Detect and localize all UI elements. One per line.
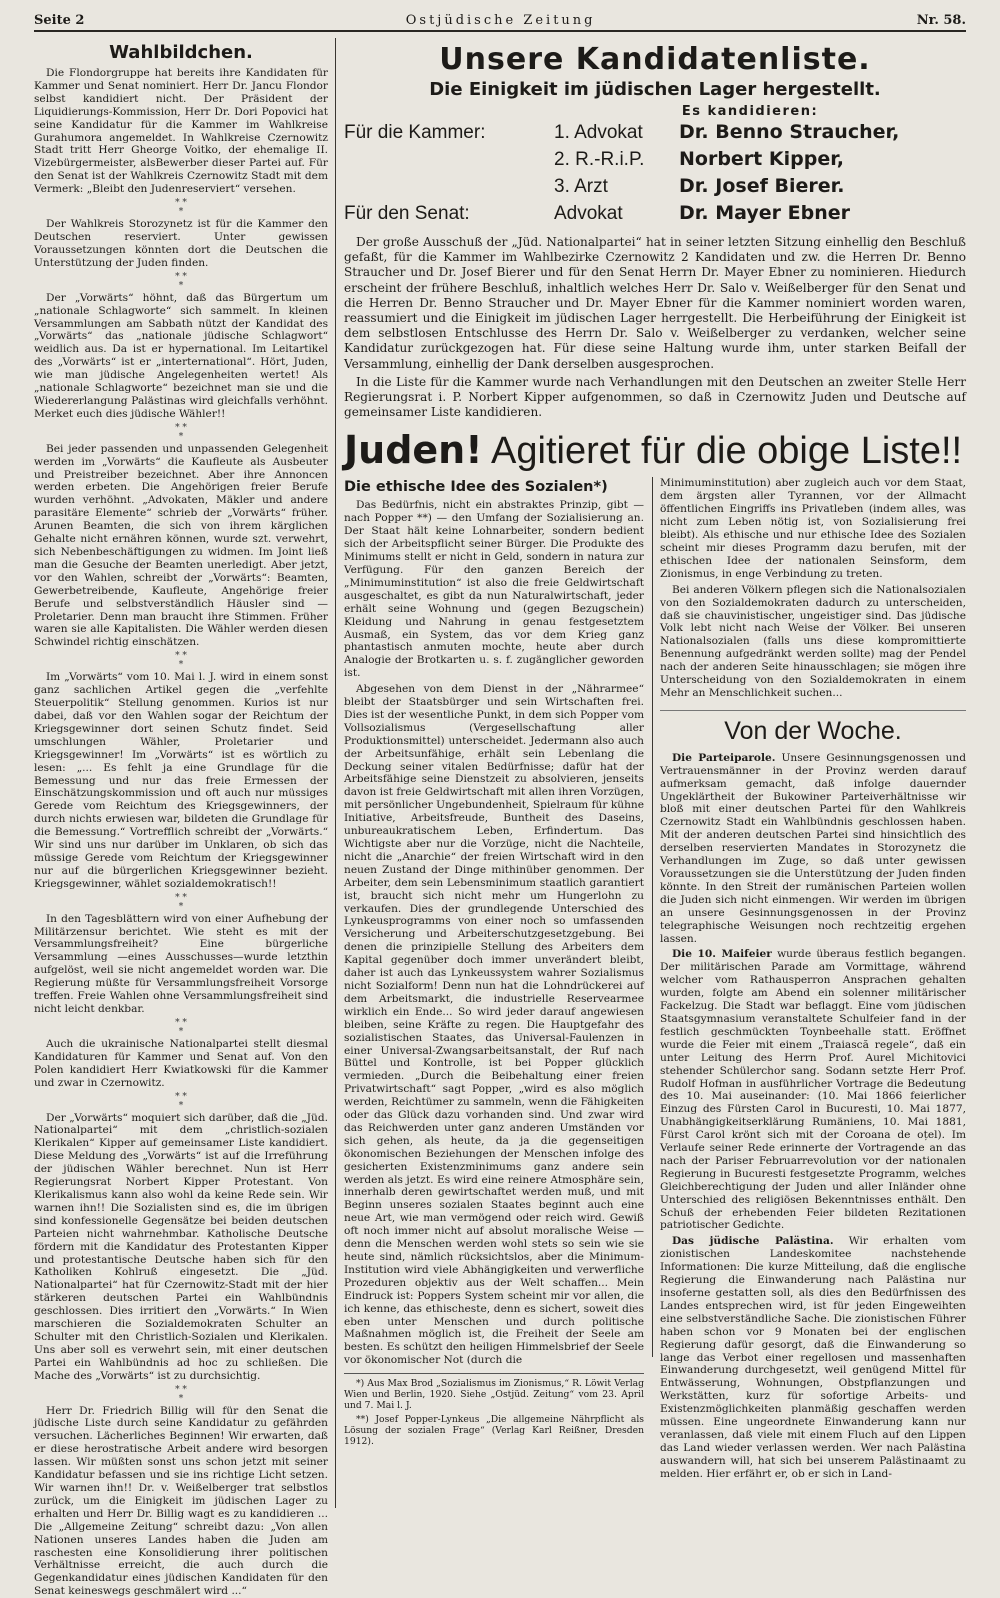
main-column bbox=[344, 38, 966, 1508]
woche-text-3: Wir erhalten vom zionistischen Landeskomitee nachstehende Informationen: Die kurze Mitteilung, daß die englische Regierung die Einwanderung nach Palästina nur insoferne gestatten soll, als dies den Bedürfnissen des Landes entsprechen wird, ist für jeden Eingeweihten eine selbstverständliche Sache. Die zionistischen Führer haben schon vor 9 Monaten bei der englischen Regierung dafür gesorgt, daß die Einwanderung so lange das Verbot einer regellosen und massenhaften Einwanderung durchgesetzt, weil genügend Mittel für Entwässerung, Wohnungen, Obstpflanzungen und Werkstätten, kurz für sofortige Arbeits- und Existenzmöglichkeiten planmäßig geschaffen werden müssen. Eine ungeordnete Einwanderung kann nur veranlassen, daß viele mit einem Fluch auf den Lippen das Land wieder verlassen werden. Wer nach Palästina auswandern will, hat sich bei unserem Palästinaamt zu melden. Hier erfährt er, ob er sich in Land- bbox=[660, 1235, 966, 1480]
kammer-label: Für die Kammer: bbox=[344, 122, 486, 143]
wahl-paragraph-1: Die Flondorgruppe hat bereits ihre Kandidaten für Kammer und Senat nominiert. Herr Dr. Jancu Flondor selbst kandidiert nicht. Der Präsident der Liquidierungs-Kommission, Herr Dr. Dori Popovici hat seine Kandidatur für die Kammer im Wahlkreise Gurahumora angemeldet. In Wahlkreise Czernowitz Stadt tritt Herr Gheorge Voitko, der ehemalige II. Vizebürgermeister, alsBewerber dieser Partei auf. Für den Senat ist der Wahlkreis Czernowitz Stadt mit dem Vermerk: „Bleibt den Judenreserviert“ versehen. bbox=[34, 67, 328, 196]
ethik-column bbox=[344, 477, 644, 1448]
woche-item-palaestina bbox=[660, 1235, 966, 1480]
woche-column bbox=[660, 477, 966, 1480]
page-number: Seite 2 bbox=[34, 13, 85, 28]
wahlbildchen-column bbox=[34, 38, 328, 1598]
separator-stars: * * * bbox=[175, 422, 187, 442]
wahl-paragraph-4: Bei jeder passenden und unpassenden Gelegenheit werden im „Vorwärts“ die Kaufleute als Ausbeuter und Preistreiber bezeichnet. Aber ihre Annoncen werden erbeten. Die Angehörigen freier Berufe wurden verhöhnt. „Advokaten, Mäkler und andere parasitäre Elemente“ schrieb der „Vorwärts“ früher. Arunen Beamten, die sich von ihrem kärglichen Gehalte nicht ernähren können, wurde szt. verwehrt, sich Nebenbeschäftigungen zu widmen. Im Joint ließ man die Gesuche der Beamten unerledigt. Aber jetzt, vor den Wahlen, schreibt der „Vorwärts“: Beamten, Gewerbetreibende, Kaufleute, Angehörige freier Berufe und selbstverständlich Häusler sind — Proletarier. Denn man braucht ihre Stimmen. Früher waren sie alle Kapitalisten. Die Wähler werden diesen Schwindel richtig einschätzen. bbox=[34, 442, 328, 649]
wahl-paragraph-8: Der „Vorwärts“ moquiert sich darüber, daß die „Jüd. Nationalpartei“ mit dem „christlich-sozialen Klerikalen“ Kipper auf gemeinsamer Liste kandidiert. Diese Meldung des „Vorwärts“ ist auf die Irreführung der jüdischen Wähler berechnet. Nun ist Herr Regierungsrat Norbert Kipper Protestant. Von Klerikalismus kann also wohl da keine Rede sein. Wir warnen ihn!! Die Sozialisten sind es, die im übrigen sind konfessionelle Gegensätze bei beiden deutschen Parteien nicht wahrnehmbar. Katholische Deutsche fördern mit die Kandidatur des Protestanten Kipper und protestantische Deutsche haben sich für den Katholiken Kohlruß eingesetzt. Die „Jüd. Nationalpartei“ hat für Czernowitz-Stadt mit der hier stärkeren deutschen Partei ein Wahlbündnis geschlossen. Dies irritiert den „Vorwärts.“ In Wien marschieren die Sozialdemokraten Schulter an Schulter mit den Christlich-Sozialen und Klerikalen. Uns aber soll es verwehrt sein, mit einer deutschen Partei ein Wahlbündnis ad hoc zu schließen. Die Mache des „Vorwärts“ ist zu durchsichtig. bbox=[34, 1111, 328, 1382]
kand-paragraph-1: Der große Ausschuß der „Jüd. Nationalpartei“ hat in seiner letzten Sitzung einhellig den Beschluß gefaßt, für die Kammer im Wahlbezirke Czernowitz 2 Kandidaten und zw. die Herren Dr. Benno Straucher und Dr. Josef Bierer und für den Senat Herrn Dr. Mayer Ebner zu nominieren. Hiedurch erscheint der frühere Beschluß, inhaltlich welches Herr Dr. Salo v. Weißelberger für den Senat und die Herren Dr. Benno Straucher und Dr. Mayer Ebner für die Kammer nominiert worden waren, reassumiert und die Einigkeit im jüdischen Lager herrgestellt. Die Herbeiführung der Einigkeit ist dem selbstlosen Entschlusse des Herrn Dr. Salo v. Weißelberger zu verdanken, welcher seine Kandidatur zurückgezogen hat. Für diese seine Haltung wurde ihm, unter starken Beifall der Versammlung, einhellig der Dank derselben ausgesprochen. bbox=[344, 235, 966, 371]
candidate-row bbox=[344, 146, 966, 173]
candidate-list bbox=[344, 119, 966, 227]
footnote-1: *) Aus Max Brod „Sozialismus im Zionismus,“ R. Löwit Verlag Wien und Berlin, 1920. Siehe „Ostjüd. Zeitung“ vom 23. April und 7. Mai l. J. bbox=[344, 1378, 644, 1412]
agitation-juden: Juden! bbox=[344, 428, 483, 473]
wahl-paragraph-5: Im „Vorwärts“ vom 10. Mai l. J. wird in einem sonst ganz sachlichen Artikel gegen die „verfehlte Steuerpolitik“ Stellung genommen. Kurios ist nur dabei, daß vor den Wahlen sogar der Reichtum der Kriegsgewinner dort seinen Schutz findet. Seid umschlungen Wähler, Proletarier und Kriegsgewinner! Im „Vorwärts“ ist es wörtlich zu lesen: „... Es fehlt ja eine Grundlage für die Bemessung und nur das freie Ermessen der Einschätzungskommission und oft auch nur müssiges Gerede vom Reichtum des Kriegsgewinners, der durch nichts erwiesen war, bildeten die Grundlage für die Bemessung.“ Vortrefflich schreibt der „Vorwärts.“ Wir sind uns nur darüber im Unklaren, ob sich das müssige Gerede vom Reichtum der Kriegsgewinner nur auf die bürgerlichen Kriegsgewinner bezieht. Kriegsgewinner, wählet sozialdemokratisch!! bbox=[34, 671, 328, 890]
candidate-name: Dr. Benno Straucher, bbox=[679, 121, 900, 143]
wahl-paragraph-2: Der Wahlkreis Storozynetz ist für die Kammer den Deutschen reserviert. Unter gewissen Voraussetzungen könnten dort die Deutschen die Unterstützung der Juden finden. bbox=[34, 218, 328, 269]
woche-title: Von der Woche. bbox=[660, 710, 966, 746]
separator-stars: * * * bbox=[175, 198, 187, 218]
ethik-paragraph-2: Abgesehen von dem Dienst in der „Nährarmee“ bleibt der Staatsbürger und sein Wirtschaften frei. Dies ist der wesentliche Punkt, in dem sich Popper vom Vollsozialismus (Vergesellschaftung aller Produktionsmittel) unterscheidet. Jedermann also auch der Arbeitsunfähige, erhält sein Lebenlang die Deckung seiner vitalen Bedürfnisse; dafür hat der Arbeitsfähige seine Dienstzeit zu absolvieren, jenseits davon ist freie Geldwirtschaft mit allen ihren Vorzügen, mit persönlicher Ungebundenheit, Spielraum für kühne Initiative, Arbeitsfreude, Buntheit des Daseins, unbureaukratischem Leben, Erfindertum. Das Wichtigste aber nur die Vorzüge, nicht die Nachteile, nicht die „Anarchie“ der freien Wirtschaft wird in den neuen Zustand der Dinge mithinüber genommen. Der Arbeiter, dem sein Lebensminimum staatlich garantiert ist, braucht sich nicht mehr um Hungerlohn zu verkaufen. Dies der grundlegende Unterschied des Lynkeusprogramms von einer noch so umfassenden Versicherung und Arbeiterschutzgesetzgebung. Bei denen die prinzipielle Stellung des Arbeiters dem Kapital gegenüber doch immer unverändert bleibt, daher ist auch das Lynkeussystem wahrer Sozialismus nicht Sozialform! Denn nun hat die Lohndrückerei auf dem Arbeitsmarkt, die industrielle Reservearmee wirklich ein Ende... So wird jeder darauf angewiesen bleiben, seine Kräfte zu regen. Die Hauptgefahr des sozialistischen Staates, das Universal-Faulenzen in einer Universal-Zwangsarbeitsanstalt, der Ruf nach Büttel und Kontrolle, ist bei Popper glücklich vermieden. „Durch die Beibehaltung einer freien Privatwirtschaft“ sagt Popper, „wird es also möglich werden, Reichtümer zu sammeln, wenn die Fähigkeiten oder das Glück dazu vorhanden sind. Und zwar wird das Reichwerden unter ganz anderen Umständen vor sich gehen, als heute, da ja die gegenseitigen ökonomischen Beziehungen der Menschen infolge des gesicherten Existenzminimums ganz andere sein werden als jetzt. Es wird eine reinere Atmosphäre sein, innerhalb deren gewirtschaftet werden muß, und mit Beginn unseres sozialen Staates beginnt auch eine neue Art, wie man vermögend oder reich wird. Gewiß oft noch immer nicht auf absolut moralische Weise — denn die Menschen werden wohl stets so sein wie sie heute sind, nämlich rücksichtslos, aber die Minimum-Institution wird viele Abhängigkeiten und verwerfliche Prozeduren objektiv aus der Welt schaffen... Mein Eindruck ist: Poppers System scheint mir vor allen, die ich kenne, das ethischeste, denn es sichert, soweit dies eben unter Menschen und durch politische Maßnahmen möglich ist, die Freiheit der Seele am besten. Es schützt den heiligen Himmelsbrief der Seele vor ökonomischer Not (durch die bbox=[344, 683, 644, 1367]
wahl-paragraph-3: Der „Vorwärts“ höhnt, daß das Bürgertum um „nationale Schlagworte“ sich sammelt. In kleinen Versammlungen am Sabbath nützt der Kandidat des „Vorwärts“ das „nationale jüdische Schlagwort“ weidlich aus. Da ist er hypernational. Im Leitartikel des „Vorwärts“ ist er „interternational“. Hört, Juden, wie man jüdische Angelegenheiten wertet! Als „nationale Schlagworte“ bezeichnet man sie und die Wiedererlangung Palästinas wird gleichfalls verhöhnt. Merket euch dies jüdische Wähler!! bbox=[34, 291, 328, 420]
candidate-position: 2. R.-R.i.P. bbox=[554, 149, 645, 170]
agitation-rest: Agitieret für die obige Liste!! bbox=[491, 430, 963, 473]
candidate-position: Advokat bbox=[554, 203, 623, 224]
candidate-name: Norbert Kipper, bbox=[679, 148, 844, 170]
senat-label: Für den Senat: bbox=[344, 203, 470, 224]
ethik-paragraph-3: Minimuminstitution) aber zugleich auch vor dem Staat, dem ärgsten aller Tyrannen, vor der Allmacht öffentlichen Eingriffs ins Privatleben (indem alles, was nicht zum Leben nötig ist, von Sozialisierung frei bleibt). Als ethische und nur ethische Idee des Sozialen scheint mir dieses Programm dazu berufen, mit der ethischen Idee der nationalen Seinsform, dem Zionismus, in enge Verbindung zu treten. bbox=[660, 477, 966, 580]
separator-stars: * * * bbox=[175, 892, 187, 912]
es-kandidieren-label: Es kandidieren: bbox=[681, 104, 819, 119]
page-header bbox=[34, 10, 966, 32]
issue-number: Nr. 58. bbox=[916, 13, 966, 28]
footnote-2: **) Josef Popper-Lynkeus „Die allgemeine Nährpflicht als Lösung der sozialen Frage“ (Verlag Karl Reißner, Dresden 1912). bbox=[344, 1414, 644, 1448]
candidate-name: Dr. Josef Bierer. bbox=[679, 175, 845, 197]
agitation-headline bbox=[344, 428, 966, 473]
woche-heading-1: Die Parteiparole. bbox=[672, 751, 776, 764]
separator-stars: * * * bbox=[175, 1017, 187, 1037]
candidate-row bbox=[344, 119, 966, 146]
newspaper-name: Ostjüdische Zeitung bbox=[405, 13, 596, 28]
candidate-row bbox=[344, 200, 966, 227]
woche-item-maifeier bbox=[660, 948, 966, 1232]
kand-paragraph-2: In die Liste für die Kammer wurde nach Verhandlungen mit den Deutschen an zweiter Stelle Herr Regierungsrat i. P. Norbert Kipper aufgenommen, so daß in Czernowitz Juden und Deutsche auf gemeinsamer Liste kandidieren. bbox=[344, 374, 966, 420]
candidate-row bbox=[344, 173, 966, 200]
candidate-position: 3. Arzt bbox=[554, 176, 608, 197]
separator-stars: * * * bbox=[175, 271, 187, 291]
candidate-position: 1. Advokat bbox=[554, 122, 643, 143]
woche-item-parteiparole bbox=[660, 752, 966, 946]
wahl-paragraph-7: Auch die ukrainische Nationalpartei stellt diesmal Kandidaturen für Kammer und Senat auf. Von den Polen kandidiert Herr Kwiatkowski für die Kammer und zwar in Czernowitz. bbox=[34, 1037, 328, 1089]
column-divider bbox=[335, 38, 336, 1508]
kandidatenliste-title: Unsere Kandidatenliste. bbox=[439, 42, 871, 77]
ethik-title: Die ethische Idee des Sozialen*) bbox=[344, 479, 608, 496]
woche-text-1: Unsere Gesinnungsgenossen und Vertrauensmänner in der Provinz werden darauf aufmerksam gemacht, daß infolge dauernder Ungeklärtheit der Bukowiner Parteiverhältnisse wir bloß mit einer deutschen Partei für den Wahlkreis Czernowitz Stadt ein Wahlbündnis geschlossen haben. Mit der anderen deutschen Partei sind hinsichtlich des derselben reservierten Mandates in Storozynetz die Verhandlungen im Zuge, so daß unter gewissen Voraussetzungen sie die Unterstützung der Juden finden könnte. In den Streit der rumänischen Parteien wollen die Juden sich nicht einmengen. Wir werden im übrigen an unsere Gesinnungsgenossen in der Provinz telegraphische Weisungen noch rechtzeitig ergehen lassen. bbox=[660, 751, 966, 945]
separator-stars: * * * bbox=[175, 1384, 187, 1404]
kandidatenliste-subtitle: Die Einigkeit im jüdischen Lager hergestellt. bbox=[429, 79, 881, 100]
candidate-name: Dr. Mayer Ebner bbox=[679, 202, 851, 224]
ethik-paragraph-1: Das Bedürfnis, nicht ein abstraktes Prinzip, gibt — nach Popper **) — den Umfang der Sozialisierung an. Der Staat hält keine Lohnarbeiter, sondern bedient sich der Arbeitspflicht seiner Bürger. Die Produkte des Minimums stellt er nicht in Geld, sondern in natura zur Verfügung. Für den ganzen Bereich der „Minimuminstitution“ ist also die freie Geldwirtschaft ausgeschaltet, es gibt da nun Naturalwirtschaft, jeder erhält seine Wohnung und (gegen Bezugschein) Kleidung und Nahrung in genau festgesetztem Ausmaß, ein System, das vor dem Krieg ganz phantastisch anmuten mochte, heute aber durch Analogie der Brotkarten u. s. f. zugänglicher geworden ist. bbox=[344, 499, 644, 680]
separator-stars: * * * bbox=[175, 651, 187, 671]
woche-heading-2: Die 10. Maifeier bbox=[672, 948, 772, 961]
kandidatenliste-text bbox=[344, 235, 966, 420]
woche-text-2: wurde überaus festlich begangen. Der militärischen Parade am Vormittage, während welcher vom Rathausperron Ansprachen gehalten wurden, folgte am Abend ein solenner militärischer Fackelzug. Die Stadt war beflaggt. Eine vom jüdischen Staatsgymnasium veranstaltete Schulfeier fand in der festlich geschmückten Toynbeehalle statt. Eröffnet wurde die Feier mit einem „Traiască regele“, daß ein unter Leitung des Herrn Prof. Aurel Michitovici stehender Schülerchor sang. Sodann setzte Herr Prof. Rudolf Hofman in ausführlicher Vortrage die Bedeutung des 10. Mai auseinander: (10. Mai 1866 feierlicher Einzug des Fürsten Carol in Bucuresti, 10. Mai 1877, Unabhängigkeitserklärung Rumäniens, 10. Mai 1881, Fürst Carol krönt sich mit der Coroana de oțel). Im Verlaufe seiner Rede erinnerte der Vortragende an das nach der Pariser Februarrevolution vor der nationalen Regierung in Bucuresti festgesetzte Programm, welches Gleichberechtigung der Juden und aller Inländer ohne Unterschied des religiösen Bekenntnisses enthält. Den Schuß der erhebenden Feier bildeten Rezitationen patriotischer Gedichte. bbox=[660, 948, 966, 1232]
column-divider bbox=[652, 477, 653, 1357]
wahl-paragraph-9: Herr Dr. Friedrich Billig will für den Senat die jüdische Liste durch seine Kandidatur zu gefährden versuchen. Lächerliches Beginnen! Wir erwarten, daß er diese herostratische Arbeit andere wird besorgen lassen. Wir müßten sonst uns schon jetzt mit seiner Kandidatur befassen und sie ins richtige Licht setzen. Wir warnen ihn!! Dr. v. Weißelberger trat selbstlos zurück, um die Einigkeit im jüdischen Lager zu erhalten und Herr Dr. Billig wagt es zu kandidieren ... Die „Allgemeine Zeitung“ schreibt dazu: „Von allen Nationen unseres Landes haben die Juden am raschesten eine Konsolidierung ihrer politischen Verhältnisse erreicht, die auch durch die Gegenkandidatur eines jüdischen Kandidaten für den Senat keineswegs geschmälert wird ...“ bbox=[34, 1404, 328, 1598]
separator-stars: * * * bbox=[175, 1091, 187, 1111]
wahlbildchen-title: Wahlbildchen. bbox=[109, 42, 253, 63]
woche-heading-3: Das jüdische Palästina. bbox=[672, 1235, 834, 1248]
wahl-paragraph-6: In den Tagesblättern wird von einer Aufhebung der Militärzensur berichtet. Wie steht es mit der Versammlungsfreiheit? Eine bürgerliche Versammlung —eines Ausschusses—wurde letzthin aufgelöst, weil sie nicht angemeldet worden war. Die Regierung müßte für Versammlungsfreiheit Vorsorge treffen. Freie Wahlen ohne Versammlungsfreiheit sind nicht leicht denkbar. bbox=[34, 912, 328, 1015]
ethik-paragraph-4: Bei anderen Völkern pflegen sich die Nationalsozialen von den Sozialdemokraten dadurch zu unterscheiden, daß sie chauvinistischer, ungeistiger sind. Das jüdische Volk lebt nicht nach Weise der Völker. Bei unseren Nationalsozialen (falls uns diese kompromittierte Benennung aufgedränkt werden sollte) mag der Pendel nach der anderen Seite hinausschlagen; sie mögen ihre Unterscheidung von den Sozialdemokraten in einem Mehr an Menschlichkeit suchen... bbox=[660, 583, 966, 699]
footnotes bbox=[344, 1373, 644, 1447]
